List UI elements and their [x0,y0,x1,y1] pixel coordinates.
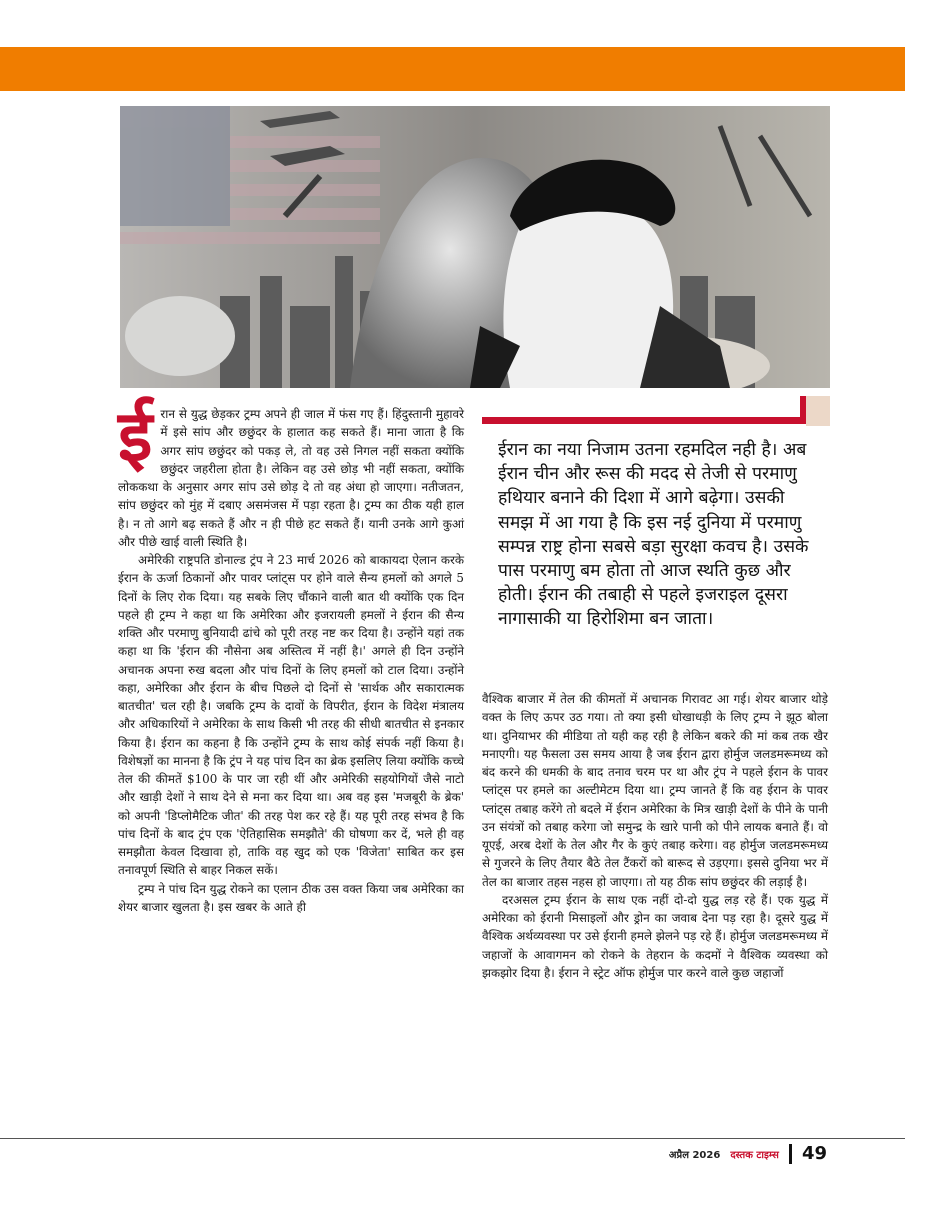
hero-illustration [120,106,830,388]
article-hero-image [120,106,830,388]
article-paragraph: दरअसल ट्रम्प ईरान के साथ एक नहीं दो-दो युद्ध लड़ रहे हैं। एक युद्ध में अमेरिका को ईरानी मिसाइलों और ड्रोन का जवाब देना पड़ रहा है। दूसरे युद्ध में वैश्विक अर्थव्यवस्था पर उसे ईरानी हमले झेलने पड़ रहे हैं। होर्मुज जलडमरूमध्य में जहाजों के आवागमन को रोकने के तेहरान के कदमों ने वैश्विक व्यवस्था को झकझोर दिया है। ईरान ने स्ट्रेट ऑफ होर्मुज पार करने वाले कुछ जहाजों [482,892,828,980]
footer-separator [789,1144,792,1164]
pull-quote-text: ईरान का नया निजाम उतना रहमदिल नही है। अब ईरान चीन और रूस की मदद से तेजी से परमाणु हथियार बनाने की दिशा में आगे बढ़ेगा। उसकी समझ में आ गया है कि इस नई दुनिया में परमाणु सम्पन्न राष्ट्र होना सबसे बड़ा सुरक्षा कवच है। उसके पास परमाणु बम होता तो आज स्थति कुछ और होती। ईरान की तबाही से पहले इजराइल दूसरा नागासाकी या हिरोशिमा बन जाता। [498,440,809,630]
page-footer [669,1143,827,1164]
article-paragraph: ट्रम्प ने पांच दिन युद्ध रोकने का एलान ठीक उस वक्त किया जब अमेरिका का शेयर बाजार खुलता है। इस खबर के आते ही [118,881,464,914]
pull-quote-accent-box [806,396,830,426]
article-paragraph: रान से युद्ध छेड़कर ट्रम्प अपने ही जाल में फंस गए हैं। हिंदुस्तानी मुहावरे में इसे सांप और छछुंदर के हालात कह सकते हैं। माना जाता है कि अगर सांप छछुंदर को पकड़ ले, तो वह उसे निगल नहीं सकता क्योंकि छछुंदर जहरीला होता है। लेकिन वह उसे छोड़ भी नहीं सकता, क्योंकि लोककथा के अनुसार अगर सांप उसे छोड़ दे तो वह अंधा हो जाएगा। नतीजतन, सांप छछुंदर को मुंह में दबाए असमंजस में पड़ा रहता है। ट्रम्प का ठीक यही हाल है। न तो आगे बढ़ सकते हैं और न ही पीछे हट सकते हैं। यानी उनके आगे कुआं और पीछे खाई वाली स्थिति है। [118,407,464,549]
article-paragraph: वैश्विक बाजार में तेल की कीमतों में अचानक गिरावट आ गई। शेयर बाजार थोड़े वक्त के लिए ऊपर उठ गया। तो क्या इसी धोखाधड़ी के लिए ट्रम्प ने झूठ बोला था। दुनियाभर की मीडिया तो यही कह रही है लेकिन बकरे की मां कब तक खैर मनाएगी। यह फैसला उस समय आया है जब ईरान द्वारा होर्मुज जलडमरूमध्य को बंद करने की धमकी के बाद तनाव चरम पर था और ट्रंप ने पहले ईरान के पावर प्लांट्स पर हमले का अल्टीमेटम दिया था। ट्रम्प जानते हैं कि वह ईरान के पावर प्लांट्स तबाह करेंगे तो बदले में ईरान अमेरिका के मित्र खाड़ी देशों के पीने के पानी उन संयंत्रों को तबाह करेगा जो समुन्द्र के खारे पानी को पीने लायक बनाते हैं। वो यूएई, अरब देशों के तेल और गैर के कुएं तबाह करेगा। वह होर्मुज जलडमरूमध्य से गुजरने के लिए तैयार बैठे तेल टैंकरों को बारूद से उड़एगा। इससे दुनिया भर में तेल का बाजार तहस नहस हो जाएगा। तो यह ठीक सांप छछुंदर की लड़ाई है। [482,692,828,889]
page-number: 49 [801,1143,827,1164]
header-band [0,47,905,91]
issue-date: अप्रैल 2026 [668,1149,721,1161]
article-right-column [482,690,828,982]
footer-rule [0,1138,905,1139]
pull-quote-rule [482,417,800,424]
article-paragraph: अमेरिकी राष्ट्रपति डोनाल्ड ट्रंप ने 23 मार्च 2026 को बाकायदा ऐलान करके ईरान के ऊर्जा ठिकानों और पावर प्लांट्स पर होने वाले सैन्य हमलों को अगले 5 दिनों के लिए रोक दिया। यह सबके लिए चौंकाने वाली बात थी क्योंकि एक दिन पहले ही ट्रम्प ने कहा था कि अमेरिका और इजरायली हमलों ने ईरान की सैन्य शक्ति और परमाणु बुनियादी ढांचे को पूरी तरह नष्ट कर दिया है। उन्होंने यहां तक कहा था कि 'ईरान की नौसेना अब अस्तित्व में नहीं है।' अगले ही दिन उन्होंने अचानक अपना रुख बदला और पांच दिनों के लिए हमलों को टाल दिया। उन्होंने कहा, अमेरिका और ईरान के बीच पिछले दो दिनों से 'सार्थक और सकारात्मक बातचीत' चल रही है। जबकि ट्रम्प के दावों के विपरीत, ईरान के विदेश मंत्रालय और अधिकारियों ने अमेरिका के साथ किसी भी तरह की सीधी बातचीत से इनकार किया है। ईरान का कहना है कि उन्होंने ट्रम्प के साथ कोई संपर्क नहीं किया है। विशेषज्ञों का मानना है कि ट्रंप ने यह पांच दिन का ब्रेक इसलिए लिया क्योंकि कच्चे तेल की कीमतें $100 के पार जा रही थीं और अमेरिकी सहयोगियों जैसे नाटो और खाड़ी देशों ने साथ देने से मना कर दिया था। अब वह इस 'मजबूरी के ब्रेक' को अपनी 'डिप्लोमैटिक जीत' की तरह पेश कर रहे हैं। यह पूरी तरह संभव है कि पांच दिनों के बाद ट्रंप एक 'ऐतिहासिक समझौते' की घोषणा कर दें, भले ही वह समझौता केवल दिखावा हो, ताकि वह खुद को एक 'विजेता' साबित कर इस तनावपूर्ण स्थिति से बाहर निकल सकें। [118,553,464,878]
drop-cap: ई [118,395,153,477]
publication-logo: दस्तक टाइम्स [730,1149,779,1161]
article-left-column [118,395,464,916]
pull-quote [482,396,830,676]
